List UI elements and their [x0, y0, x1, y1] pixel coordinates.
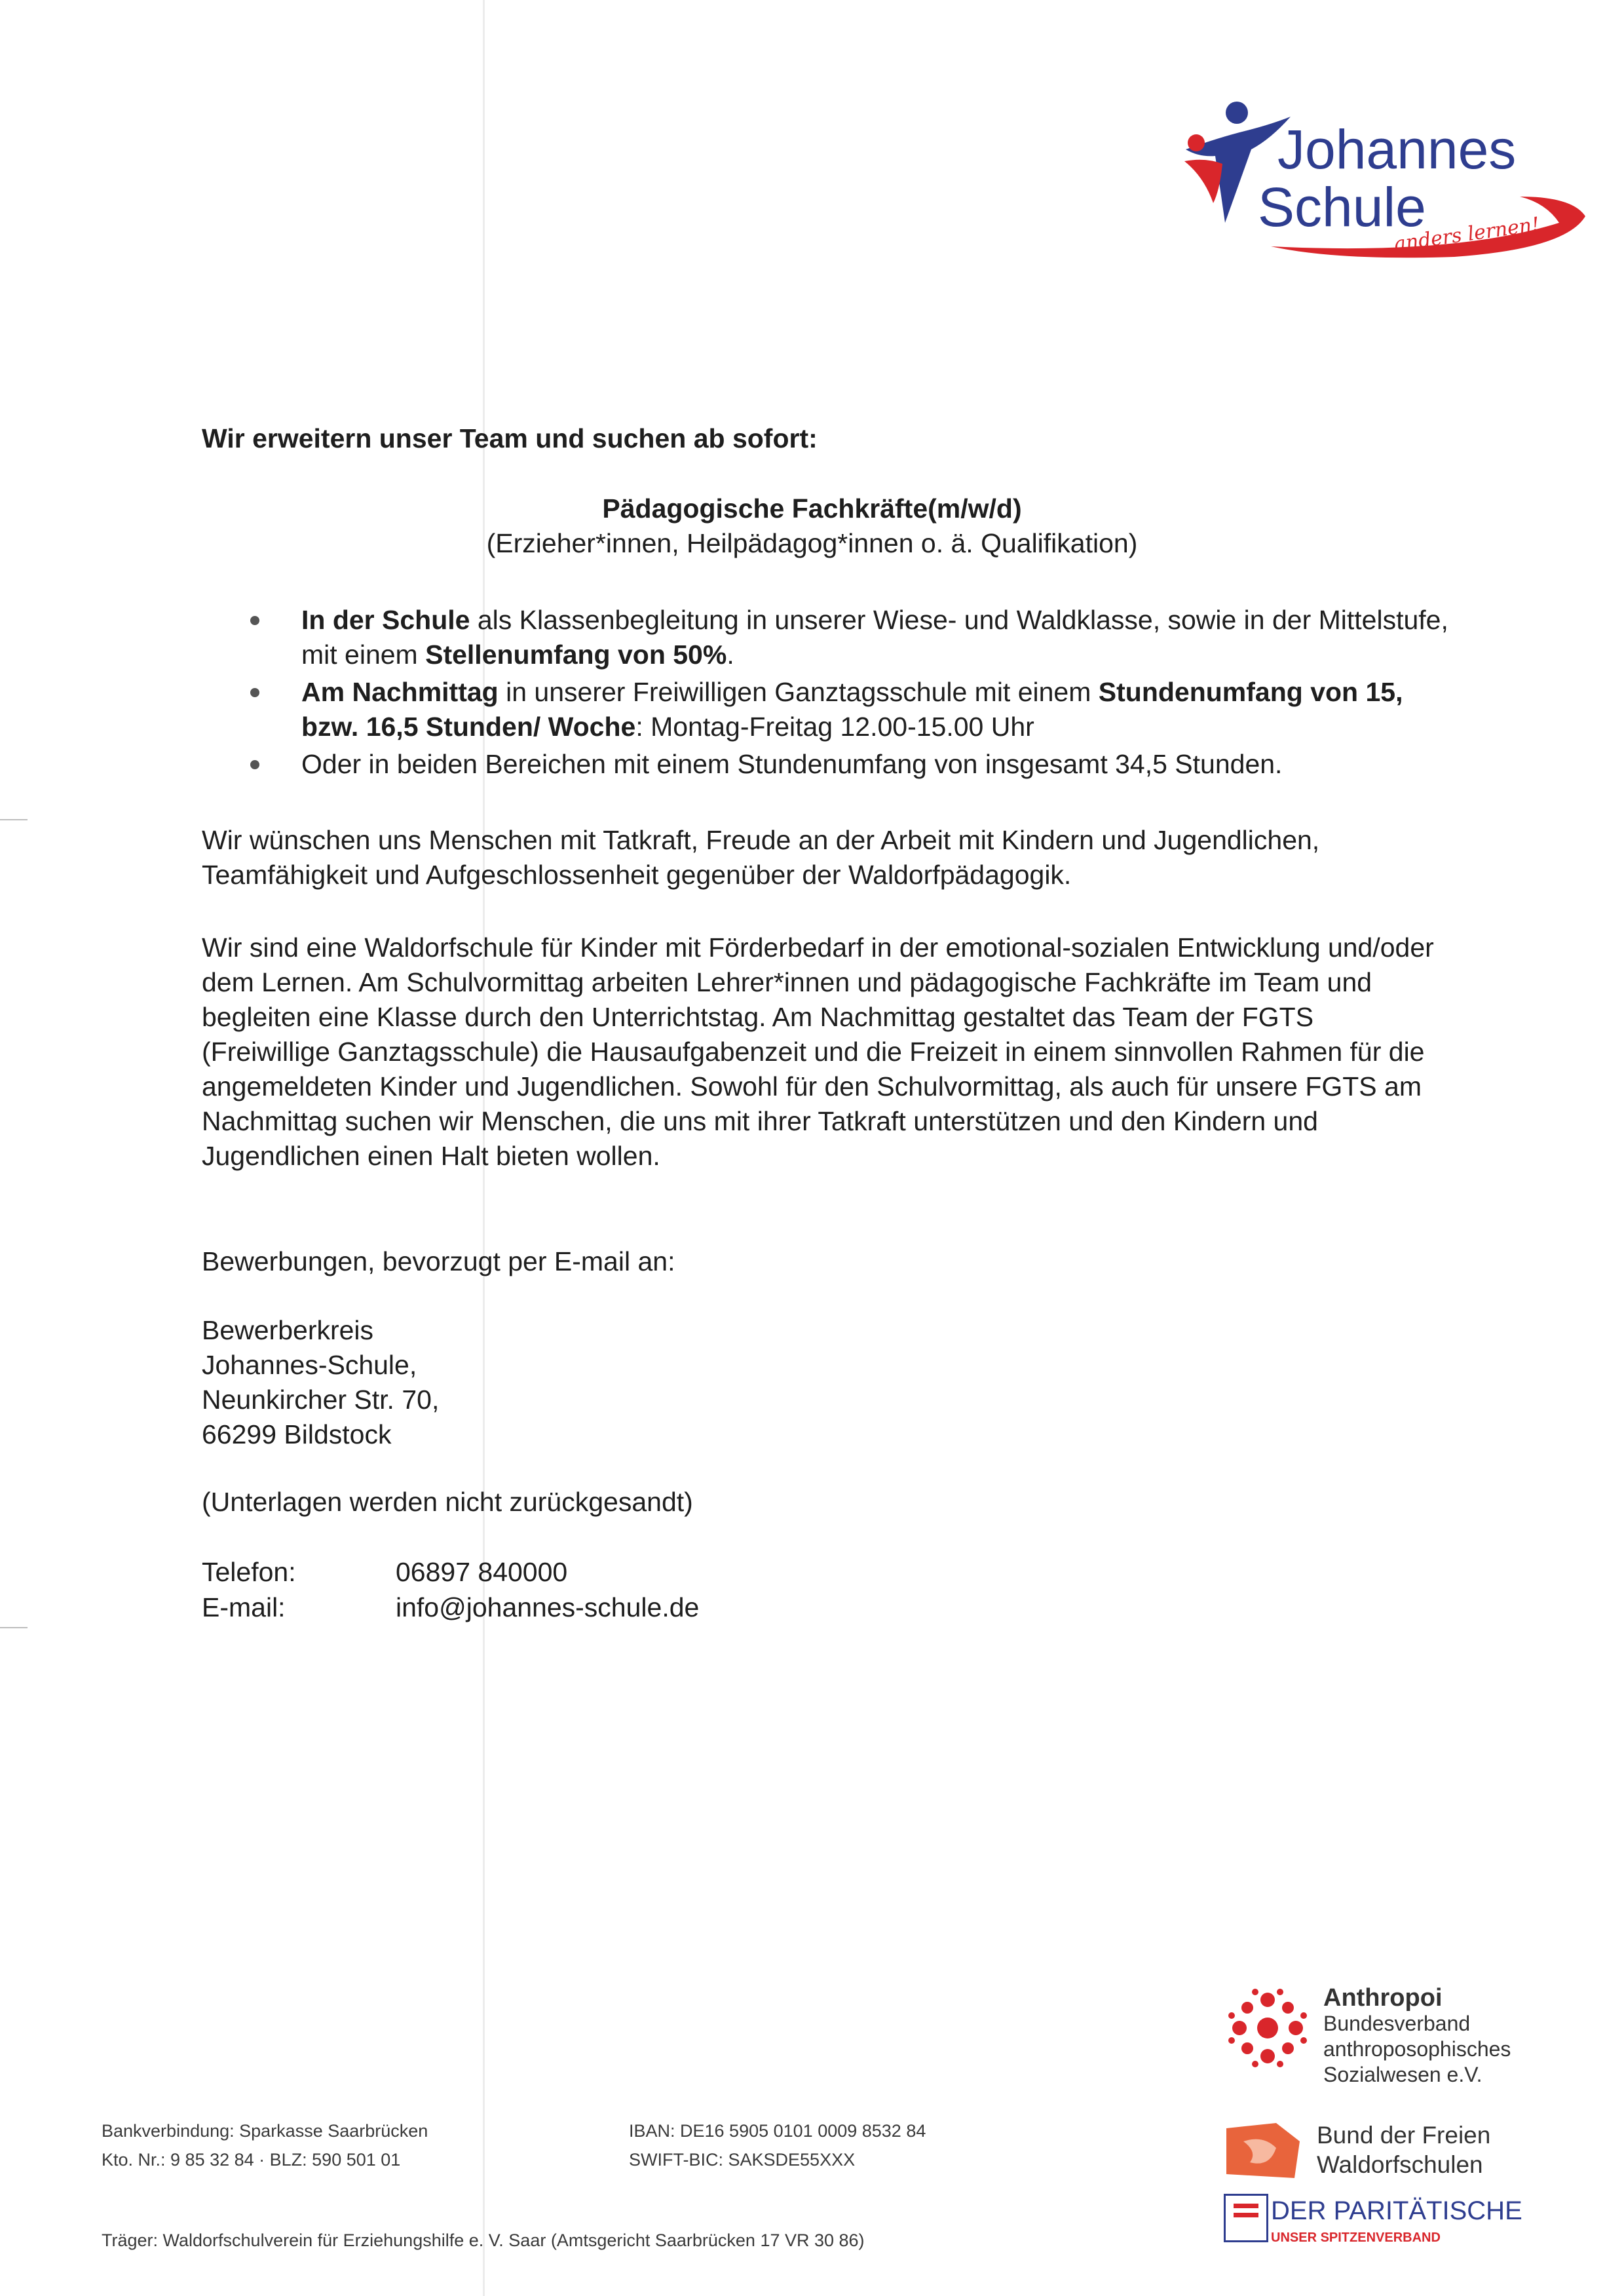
paritaetische-icon — [1224, 2194, 1268, 2242]
swoosh-icon — [1258, 183, 1624, 262]
address-block: Bewerberkreis Johannes-Schule, Neunkircher Str. 70, 66299 Bildstock — [202, 1315, 440, 1449]
traeger-info: Träger: Waldorfschulverein für Erziehungshilfe e. V. Saar (Amtsgericht Saarbrücken 17 VR 30 86) — [102, 2230, 865, 2250]
logo-word-johannes: Johannes — [1277, 119, 1517, 180]
paragraph-school: Wir sind eine Waldorfschule für Kinder mit Förderbedarf in der emotional-sozialen Entwicklung und/oder dem Lernen. Am Schulvormittag arbeiten Lehrer*innen und pädagogische Fachkräfte im Team und begleiten eine Klasse durch den Unterrichtstag. Am Nachmittag gestaltet das Team der FGTS (Freiwillige Ganztagsschule) die Hausaufgabenzeit und die Freizeit in einem sinnvollen Rahmen für die angemeldeten Kinder und Jugendlichen. Sowohl für den Schulvormittag, als auch für unsere FGTS am Nachmittag suchen wir Menschen, die uns mit ihrer Tatkraft unterstützen und den Kindern und Jugendlichen einen Halt bieten wollen. — [202, 932, 1434, 1171]
bullet-icon — [250, 688, 259, 697]
apply-line: Bewerbungen, bevorzugt per E-mail an: — [202, 1246, 675, 1276]
anthropoi-text: Anthropoi Bundesverband anthroposophisches Sozialwesen e.V. — [1323, 1984, 1511, 2086]
documents-note: (Unterlagen werden nicht zurückgesandt) — [202, 1487, 693, 1517]
list-item: Am Nachmittag in unserer Freiwilligen Ganztagsschule mit einem Stundenumfang von 15, bzw. 16,5 Stunden/ Woche: Montag-Freitag 12.00-15.00 Uhr — [236, 675, 1467, 744]
johannes-schule-logo — [1179, 98, 1546, 295]
anthropoi-logo-icon — [1225, 1985, 1310, 2071]
paragraph-wishes: Wir wünschen uns Menschen mit Tatkraft, Freude an der Arbeit mit Kindern und Jugendlichen, Teamfähigkeit und Aufgeschlossenheit gegenüber der Waldorfpädagogik. — [202, 825, 1320, 890]
logo-word-schule: Schule — [1258, 176, 1426, 238]
intro-heading: Wir erweitern unser Team und suchen ab sofort: — [202, 423, 818, 453]
bullet-icon — [250, 616, 259, 625]
logo-tagline: ...anders lernen! — [1374, 213, 1541, 259]
punch-mark — [0, 1627, 28, 1628]
punch-mark — [0, 819, 28, 820]
phone-label: Telefon: — [202, 1557, 296, 1587]
position-title: Pädagogische Fachkräfte(m/w/d) — [602, 493, 1022, 524]
bullet-icon — [250, 760, 259, 769]
task-list — [236, 603, 1467, 784]
iban-info: IBAN: DE16 5905 0101 0009 8532 84 SWIFT-BIC: SAKSDE55XXX — [629, 2121, 926, 2170]
bank-info: Bankverbindung: Sparkasse Saarbrücken Kto. Nr.: 9 85 32 84 · BLZ: 590 501 01 — [102, 2121, 428, 2170]
waldorf-bund-logo-icon — [1224, 2122, 1302, 2179]
position-subtitle: (Erzieher*innen, Heilpädagog*innen o. ä. Qualifikation) — [486, 528, 1138, 558]
phone-number[interactable]: 06897 840000 — [396, 1557, 568, 1587]
list-item: Oder in beiden Bereichen mit einem Stundenumfang von insgesamt 34,5 Stunden. — [236, 747, 1467, 782]
waldorf-bund-text: Bund der Freien Waldorfschulen — [1317, 2122, 1491, 2178]
email-link[interactable]: info@johannes-schule.de — [396, 1592, 700, 1622]
email-label: E-mail: — [202, 1592, 286, 1622]
list-item: In der Schule als Klassenbegleitung in unserer Wiese- und Waldklasse, sowie in der Mittelstufe, mit einem Stellenumfang von 50%. — [236, 603, 1467, 672]
